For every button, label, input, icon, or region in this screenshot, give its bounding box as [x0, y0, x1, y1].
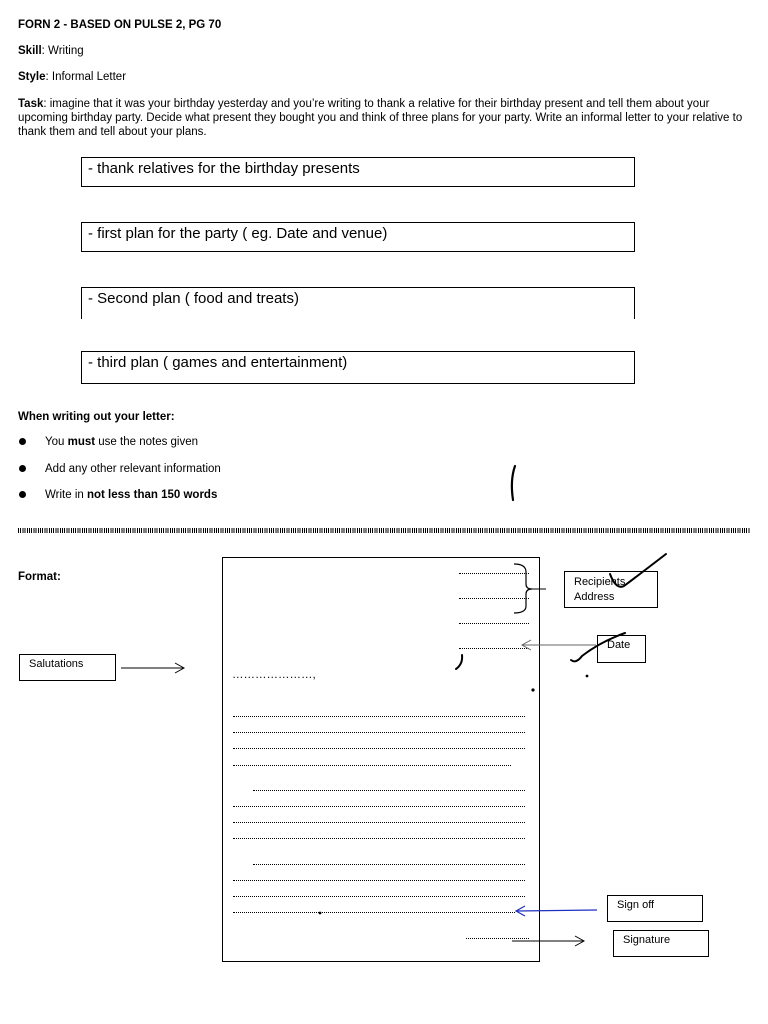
handwritten-stroke-icon	[512, 466, 515, 500]
bullet-text: Add any other relevant information	[45, 462, 221, 475]
task-label: Task	[18, 98, 44, 110]
skill-label: Skill	[18, 45, 42, 57]
date-tag: Date	[597, 635, 646, 663]
ink-dot-icon	[319, 912, 322, 915]
salutations-tag: Salutations	[19, 654, 116, 681]
task-text: : imagine that it was your birthday yesterday and you’re writing to thank a relative for their birthday present and tell them about your upcoming birthday party. Decide what present they bought you and think of three plans for your party. Write an informal letter to your relative to thank them and tell about your plans.	[18, 98, 743, 138]
sign-off-arrow	[517, 910, 597, 911]
style-value: : Informal Letter	[45, 71, 127, 83]
skill-value: : Writing	[41, 45, 84, 57]
note-box-1: - thank relatives for the birthday presents	[81, 157, 635, 187]
format-label: Format:	[18, 571, 61, 583]
note-box-3: - Second plan ( food and treats)	[81, 287, 635, 319]
salutation-placeholder: …………………,	[232, 669, 316, 681]
sign-off-tag: Sign off	[607, 895, 703, 922]
note-box-2: - first plan for the party ( eg. Date and venue)	[81, 222, 635, 252]
bullet-bold: must	[67, 436, 96, 448]
ink-dot-icon	[586, 675, 589, 678]
ink-dot-icon	[531, 688, 534, 691]
bullet-bold: not less than 150 words	[86, 489, 218, 501]
instructions-heading: When writing out your letter:	[18, 411, 175, 423]
bullet-text: You	[45, 436, 68, 448]
handwritten-check-icon	[571, 633, 625, 661]
recipients-address-tag: Recipients Address	[564, 571, 658, 608]
bullet-text: use the notes given	[95, 436, 199, 448]
signature-tag: Signature	[613, 930, 709, 957]
handwritten-stroke-icon	[456, 655, 462, 669]
note-box-4: - third plan ( games and entertainment)	[81, 351, 635, 384]
address-brace-icon	[514, 564, 532, 613]
page-title: FORN 2 - BASED ON PULSE 2, PG 70	[18, 19, 222, 31]
bullet-text: Write in	[45, 489, 87, 501]
handwritten-check-icon	[610, 554, 666, 587]
style-label: Style	[18, 71, 46, 83]
